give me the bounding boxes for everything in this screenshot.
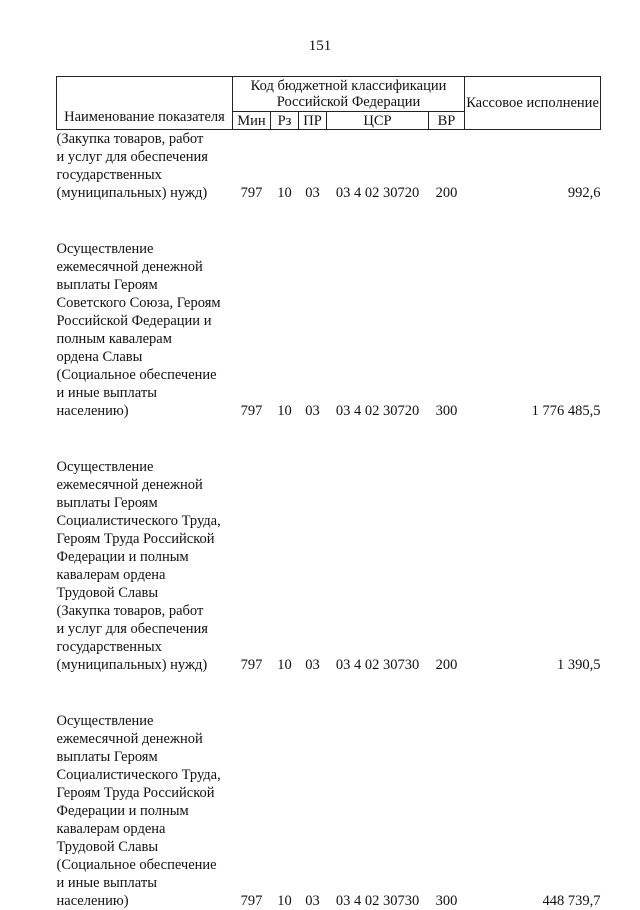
header-cash: Кассовое исполнение bbox=[465, 77, 601, 130]
row-rz: 10 bbox=[277, 657, 292, 673]
header-pr: ПР bbox=[299, 112, 327, 130]
row-min: 797 bbox=[240, 893, 263, 909]
row-vr: 200 bbox=[435, 657, 458, 673]
page-number: 151 bbox=[308, 38, 332, 54]
row-gap bbox=[57, 202, 601, 240]
row-rz: 10 bbox=[277, 403, 292, 419]
row-name: Осуществление ежемесячной денежной выплаты Героям Социалистического Труда, Героям Труда Российской Федерации и полным кавалерам ордена Трудовой Славы (Социальное обеспечение и иные выплаты населению) bbox=[56, 713, 221, 909]
row-pr: 03 bbox=[305, 403, 320, 419]
row-vr: 300 bbox=[435, 893, 458, 909]
row-amount: 448 739,7 bbox=[542, 893, 601, 909]
row-name: (Закупка товаров, работ и услуг для обеспечения государственных (муниципальных) нужд) bbox=[56, 131, 208, 201]
header-vr: ВР bbox=[429, 112, 465, 130]
budget-table bbox=[56, 76, 601, 910]
header-csr: ЦСР bbox=[327, 112, 429, 130]
row-min: 797 bbox=[240, 657, 263, 673]
row-csr: 03 4 02 30730 bbox=[335, 893, 420, 909]
row-pr: 03 bbox=[305, 185, 320, 201]
row-rz: 10 bbox=[277, 893, 292, 909]
row-amount: 992,6 bbox=[567, 185, 601, 201]
row-gap bbox=[57, 674, 601, 712]
header-name: Наименование показателя bbox=[57, 77, 233, 130]
row-pr: 03 bbox=[305, 893, 320, 909]
row-csr: 03 4 02 30720 bbox=[335, 403, 420, 419]
row-pr: 03 bbox=[305, 657, 320, 673]
row-vr: 300 bbox=[435, 403, 458, 419]
header-min: Мин bbox=[233, 112, 271, 130]
row-gap bbox=[57, 420, 601, 458]
header-code-group: Код бюджетной классификации Российской Федерации bbox=[233, 77, 465, 112]
row-amount: 1 776 485,5 bbox=[531, 403, 601, 419]
row-min: 797 bbox=[240, 185, 263, 201]
row-csr: 03 4 02 30720 bbox=[335, 185, 420, 201]
row-amount: 1 390,5 bbox=[557, 657, 601, 673]
row-csr: 03 4 02 30730 bbox=[335, 657, 420, 673]
table-row bbox=[57, 240, 601, 420]
row-name: Осуществление ежемесячной денежной выплаты Героям Советского Союза, Героям Российской Федерации и полным кавалерам ордена Славы (Социальное обеспечение и иные выплаты населению) bbox=[56, 241, 221, 419]
row-rz: 10 bbox=[277, 185, 292, 201]
row-vr: 200 bbox=[435, 185, 458, 201]
table-row bbox=[57, 130, 601, 203]
row-min: 797 bbox=[240, 403, 263, 419]
table-row bbox=[57, 712, 601, 910]
row-name: Осуществление ежемесячной денежной выплаты Героям Социалистического Труда, Героям Труда Российской Федерации и полным кавалерам ордена Трудовой Славы (Закупка товаров, работ и услуг для обеспечения государственных (муниципальных) нужд) bbox=[56, 459, 221, 673]
table-row bbox=[57, 458, 601, 674]
header-rz: Рз bbox=[271, 112, 299, 130]
